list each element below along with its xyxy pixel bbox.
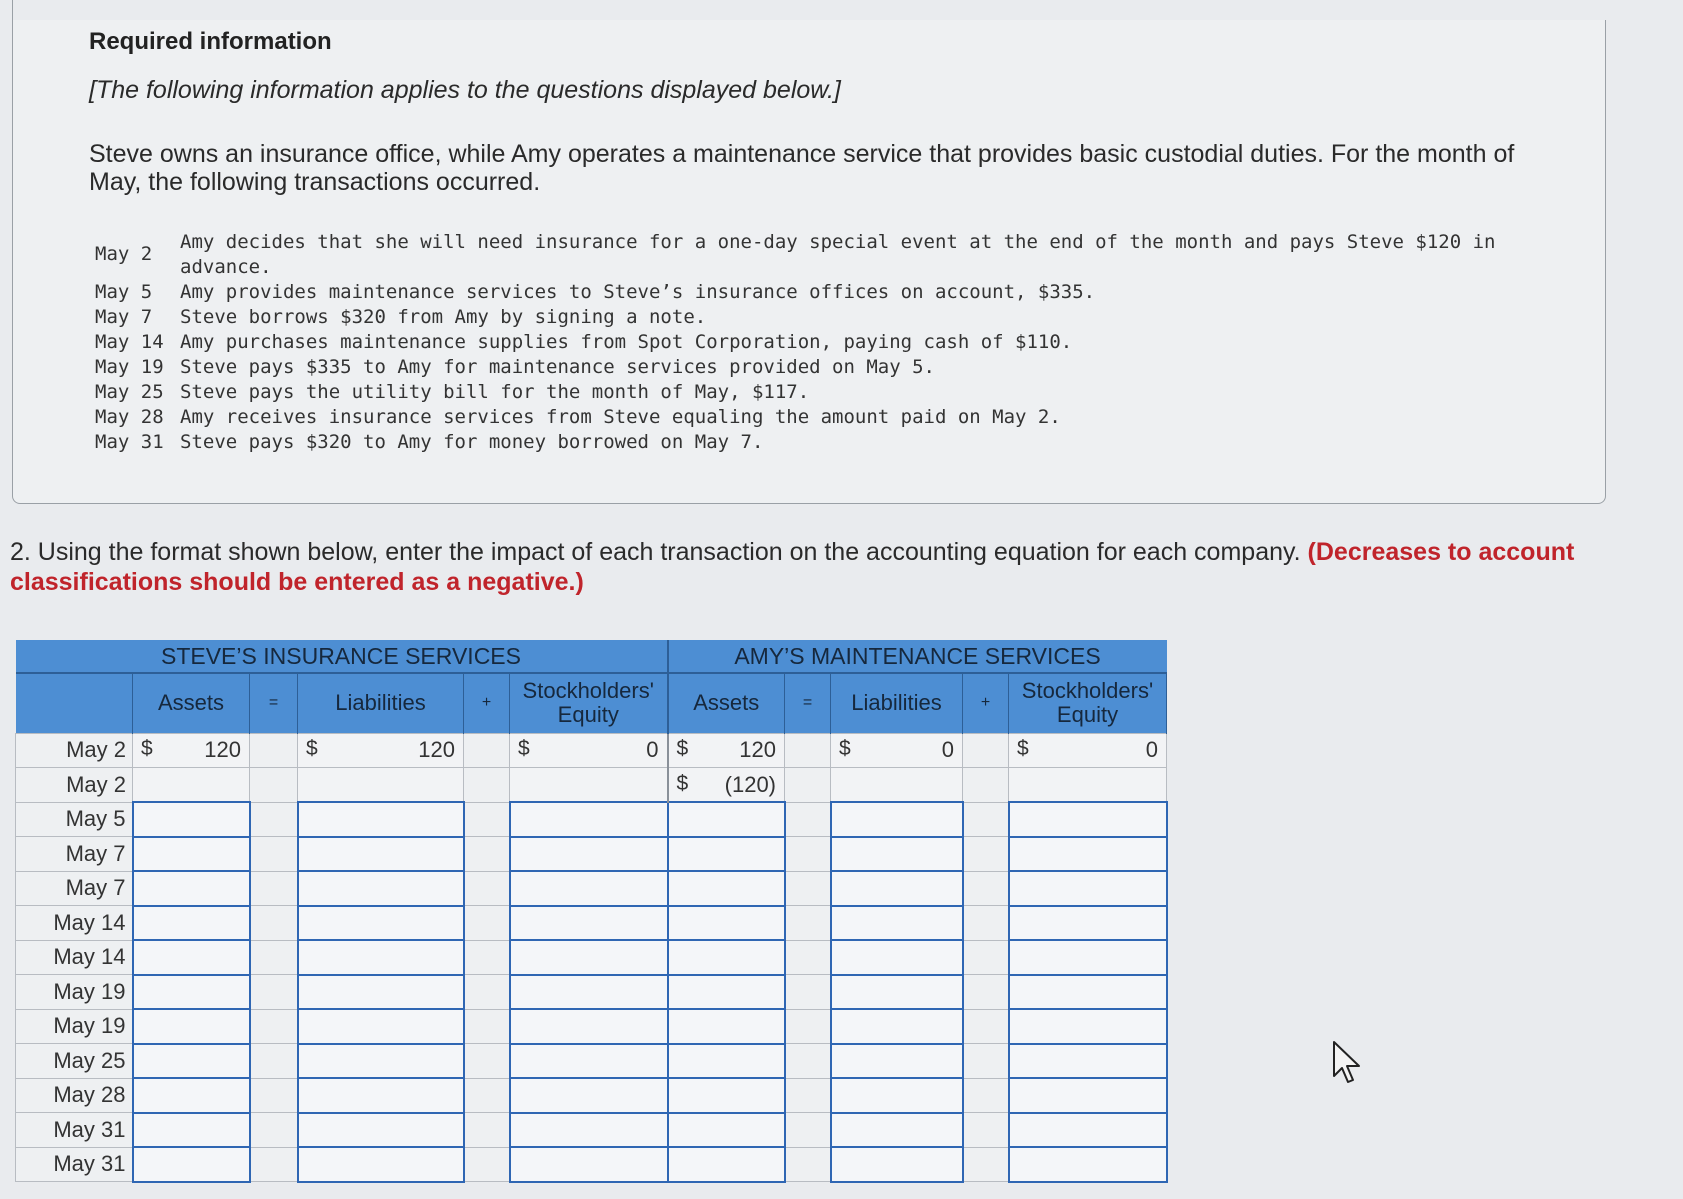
amy-liabilities-cell: [831, 768, 963, 803]
amy-liabilities-input[interactable]: [831, 940, 963, 975]
steve-liabilities-input[interactable]: [298, 1147, 464, 1182]
op-cell: [250, 837, 298, 872]
steve-liabilities-input[interactable]: [298, 906, 464, 941]
plus-sign: +: [963, 673, 1009, 733]
amy-equity-input[interactable]: [1009, 1113, 1167, 1148]
steve-company-header: STEVE’S INSURANCE SERVICES: [16, 640, 668, 673]
amy-liabilities-input[interactable]: [831, 1009, 963, 1044]
op-cell: [464, 802, 510, 837]
table-row: [16, 871, 1167, 906]
steve-assets-input[interactable]: [133, 1147, 250, 1182]
op-cell: [963, 1044, 1009, 1079]
op-cell: [785, 1078, 831, 1113]
amy-liabilities-input[interactable]: [831, 1147, 963, 1182]
op-cell: [250, 802, 298, 837]
table-row: [16, 768, 1167, 803]
transaction-date: May 28: [95, 406, 164, 428]
amount: 120: [204, 737, 241, 763]
amount: 0: [1145, 737, 1158, 763]
op-cell: [250, 940, 298, 975]
op-cell: [785, 802, 831, 837]
steve-assets-cell: [133, 733, 250, 768]
transaction-item: [95, 430, 1555, 455]
transaction-item: [95, 280, 1555, 305]
accounting-equation-table: [15, 640, 1168, 1183]
op-cell: [250, 906, 298, 941]
transaction-date: May 5: [95, 281, 153, 303]
dollar-sign: $: [676, 737, 689, 761]
steve-equity-input[interactable]: [510, 906, 668, 941]
transaction-item: [95, 305, 1555, 330]
op-cell: [464, 940, 510, 975]
transaction-list: [95, 230, 1555, 455]
amy-assets-input[interactable]: [668, 837, 785, 872]
op-cell: [250, 975, 298, 1010]
op-cell: [963, 1078, 1009, 1113]
op-cell: [963, 802, 1009, 837]
amy-equity-header: Stockholders' Equity: [1009, 673, 1167, 733]
transaction-date: May 14: [95, 331, 164, 353]
op-cell: [963, 768, 1009, 803]
op-cell: [963, 871, 1009, 906]
steve-liabilities-input[interactable]: [298, 837, 464, 872]
transaction-date: May 25: [95, 381, 164, 403]
steve-equity-input[interactable]: [510, 1078, 668, 1113]
dollar-sign: $: [1017, 737, 1029, 761]
row-date: May 25: [16, 1044, 133, 1079]
dollar-sign: $: [518, 737, 530, 761]
row-date: May 19: [16, 1009, 133, 1044]
amy-equity-input[interactable]: [1009, 940, 1167, 975]
amy-equity-input[interactable]: [1009, 837, 1167, 872]
amount: 0: [941, 737, 954, 763]
amy-assets-input[interactable]: [668, 1009, 785, 1044]
row-date: May 7: [16, 871, 133, 906]
op-cell: [963, 1009, 1009, 1044]
op-cell: [785, 1044, 831, 1079]
steve-liabilities-input[interactable]: [298, 1078, 464, 1113]
op-cell: [785, 1009, 831, 1044]
op-cell: [464, 768, 510, 803]
amount: 120: [418, 737, 455, 763]
transaction-date: May 2: [95, 243, 153, 265]
amy-equity-cell: [1009, 768, 1167, 803]
op-cell: [963, 975, 1009, 1010]
steve-liabilities-input[interactable]: [298, 940, 464, 975]
amy-equity-input[interactable]: [1009, 1044, 1167, 1079]
steve-assets-input[interactable]: [133, 1078, 250, 1113]
table-row: [16, 1078, 1167, 1113]
amy-assets-input[interactable]: [668, 906, 785, 941]
steve-assets-header: Assets: [133, 673, 250, 733]
amy-assets-input[interactable]: [668, 871, 785, 906]
amount: (120): [724, 771, 776, 797]
amy-liabilities-input[interactable]: [831, 837, 963, 872]
amy-equity-input[interactable]: [1009, 871, 1167, 906]
op-cell: [785, 733, 831, 768]
row-date: May 2: [16, 733, 133, 768]
op-cell: [785, 1113, 831, 1148]
steve-equity-cell: [510, 768, 668, 803]
op-cell: [963, 940, 1009, 975]
transaction-desc: Amy decides that she will need insurance for a one-day special event at the end of the month and pays Steve $120 in advance.: [180, 231, 1496, 278]
amount: 0: [646, 737, 659, 763]
transaction-desc: Steve pays $335 to Amy for maintenance services provided on May 5.: [180, 356, 935, 378]
op-cell: [464, 1113, 510, 1148]
question-note: (Decreases to account classifications should be entered as a negative.): [10, 538, 1575, 596]
amount: 120: [739, 737, 776, 763]
mouse-pointer-icon: [1330, 1040, 1364, 1086]
row-date: May 7: [16, 837, 133, 872]
steve-liabilities-input[interactable]: [298, 975, 464, 1010]
op-cell: [464, 975, 510, 1010]
steve-liabilities-input[interactable]: [298, 1044, 464, 1079]
question-text: 2. Using the format shown below, enter the impact of each transaction on the accounting equation for each company.: [10, 538, 1301, 566]
plus-sign: +: [464, 673, 510, 733]
dollar-sign: $: [141, 737, 153, 761]
table-row: [16, 802, 1167, 837]
op-cell: [963, 1147, 1009, 1182]
op-cell: [963, 837, 1009, 872]
steve-equity-input[interactable]: [510, 1113, 668, 1148]
amy-assets-input[interactable]: [668, 1078, 785, 1113]
steve-assets-input[interactable]: [133, 837, 250, 872]
op-cell: [464, 1009, 510, 1044]
amy-liabilities-input[interactable]: [831, 802, 963, 837]
table-row: [16, 906, 1167, 941]
amy-equity-input[interactable]: [1009, 802, 1167, 837]
transaction-desc: Steve pays the utility bill for the month of May, $117.: [180, 381, 810, 403]
op-cell: [250, 1147, 298, 1182]
steve-liabilities-cell: [298, 733, 464, 768]
steve-liabilities-input[interactable]: [298, 871, 464, 906]
op-cell: [785, 975, 831, 1010]
steve-equity-input[interactable]: [510, 871, 668, 906]
table-row: [16, 1147, 1167, 1182]
row-date: May 28: [16, 1078, 133, 1113]
steve-liabilities-header: Liabilities: [298, 673, 464, 733]
amy-liabilities-input[interactable]: [831, 975, 963, 1010]
op-cell: [464, 837, 510, 872]
amy-assets-cell: [668, 768, 785, 803]
amy-assets-input[interactable]: [668, 940, 785, 975]
transaction-item: [95, 355, 1555, 380]
table-row: [16, 1044, 1167, 1079]
op-cell: [785, 940, 831, 975]
op-cell: [464, 1147, 510, 1182]
date-column-header: [16, 673, 133, 733]
amy-liabilities-input[interactable]: [831, 1113, 963, 1148]
transaction-desc: Amy purchases maintenance supplies from Spot Corporation, paying cash of $110.: [180, 331, 1073, 353]
transaction-date: May 7: [95, 306, 153, 328]
op-cell: [963, 1113, 1009, 1148]
steve-liabilities-cell: [298, 768, 464, 803]
op-cell: [250, 768, 298, 803]
steve-equity-input[interactable]: [510, 940, 668, 975]
op-cell: [250, 1078, 298, 1113]
steve-liabilities-input[interactable]: [298, 1009, 464, 1044]
intro-paragraph: Steve owns an insurance office, while Amy operates a maintenance service that provides basic custodial duties. For the month of May, the following transactions occurred.: [89, 140, 1515, 196]
steve-assets-input[interactable]: [133, 940, 250, 975]
equals-sign: =: [785, 673, 831, 733]
table-row: [16, 733, 1167, 768]
amy-company-header: AMY’S MAINTENANCE SERVICES: [668, 640, 1167, 673]
transaction-item: [95, 380, 1555, 405]
amy-liabilities-input[interactable]: [831, 1044, 963, 1079]
steve-equity-input[interactable]: [510, 1044, 668, 1079]
amy-liabilities-cell: [831, 733, 963, 768]
steve-equity-input[interactable]: [510, 1147, 668, 1182]
equals-sign: =: [250, 673, 298, 733]
op-cell: [963, 906, 1009, 941]
transaction-date: May 31: [95, 431, 164, 453]
steve-equity-header: Stockholders' Equity: [510, 673, 668, 733]
transaction-desc: Amy receives insurance services from Steve equaling the amount paid on May 2.: [180, 406, 1061, 428]
amy-equity-input[interactable]: [1009, 1009, 1167, 1044]
op-cell: [963, 733, 1009, 768]
amy-liabilities-input[interactable]: [831, 871, 963, 906]
table-row: [16, 940, 1167, 975]
amy-liabilities-input[interactable]: [831, 906, 963, 941]
op-cell: [785, 906, 831, 941]
op-cell: [464, 1078, 510, 1113]
transaction-item: [95, 230, 1555, 280]
steve-assets-cell: [133, 768, 250, 803]
transaction-desc: Steve pays $320 to Amy for money borrowed on May 7.: [180, 431, 764, 453]
amy-equity-input[interactable]: [1009, 1147, 1167, 1182]
steve-equity-cell: [510, 733, 668, 768]
steve-liabilities-input[interactable]: [298, 1113, 464, 1148]
op-cell: [464, 733, 510, 768]
amy-equity-input[interactable]: [1009, 1078, 1167, 1113]
dollar-sign: $: [676, 771, 689, 795]
steve-assets-input[interactable]: [133, 1113, 250, 1148]
op-cell: [250, 1044, 298, 1079]
amy-liabilities-input[interactable]: [831, 1078, 963, 1113]
row-date: May 19: [16, 975, 133, 1010]
amy-assets-cell: [668, 733, 785, 768]
transaction-item: [95, 330, 1555, 355]
transaction-desc: Steve borrows $320 from Amy by signing a note.: [180, 306, 707, 328]
table-row: [16, 1009, 1167, 1044]
amy-equity-input[interactable]: [1009, 975, 1167, 1010]
dollar-sign: $: [306, 737, 318, 761]
op-cell: [464, 1044, 510, 1079]
steve-assets-input[interactable]: [133, 906, 250, 941]
question-prompt: [10, 537, 1670, 597]
amy-equity-cell: [1009, 733, 1167, 768]
transaction-item: [95, 405, 1555, 430]
steve-assets-input[interactable]: [133, 1009, 250, 1044]
row-date: May 5: [16, 802, 133, 837]
op-cell: [464, 871, 510, 906]
table-row: [16, 1113, 1167, 1148]
steve-equity-input[interactable]: [510, 1009, 668, 1044]
steve-liabilities-input[interactable]: [298, 802, 464, 837]
amy-assets-input[interactable]: [668, 1147, 785, 1182]
table-row: [16, 837, 1167, 872]
steve-equity-input[interactable]: [510, 975, 668, 1010]
row-date: May 31: [16, 1147, 133, 1182]
row-date: May 31: [16, 1113, 133, 1148]
amy-equity-input[interactable]: [1009, 906, 1167, 941]
amy-assets-input[interactable]: [668, 1044, 785, 1079]
amy-liabilities-header: Liabilities: [831, 673, 963, 733]
steve-equity-input[interactable]: [510, 802, 668, 837]
steve-assets-input[interactable]: [133, 975, 250, 1010]
op-cell: [250, 1009, 298, 1044]
info-subtitle: [The following information applies to the questions displayed below.]: [89, 76, 841, 104]
transaction-desc: Amy provides maintenance services to Steve’s insurance offices on account, $335.: [180, 281, 1096, 303]
amy-assets-header: Assets: [668, 673, 785, 733]
table-row: [16, 975, 1167, 1010]
required-info-title: Required information: [89, 28, 332, 55]
transaction-date: May 19: [95, 356, 164, 378]
steve-assets-input[interactable]: [133, 871, 250, 906]
op-cell: [785, 1147, 831, 1182]
steve-assets-input[interactable]: [133, 1044, 250, 1079]
dollar-sign: $: [839, 737, 851, 761]
row-date: May 14: [16, 940, 133, 975]
amy-assets-input[interactable]: [668, 975, 785, 1010]
op-cell: [250, 871, 298, 906]
amy-assets-input[interactable]: [668, 802, 785, 837]
steve-equity-input[interactable]: [510, 837, 668, 872]
op-cell: [250, 733, 298, 768]
op-cell: [464, 906, 510, 941]
op-cell: [250, 1113, 298, 1148]
amy-assets-input[interactable]: [668, 1113, 785, 1148]
steve-assets-input[interactable]: [133, 802, 250, 837]
row-date: May 2: [16, 768, 133, 803]
op-cell: [785, 768, 831, 803]
op-cell: [785, 837, 831, 872]
row-date: May 14: [16, 906, 133, 941]
op-cell: [785, 871, 831, 906]
